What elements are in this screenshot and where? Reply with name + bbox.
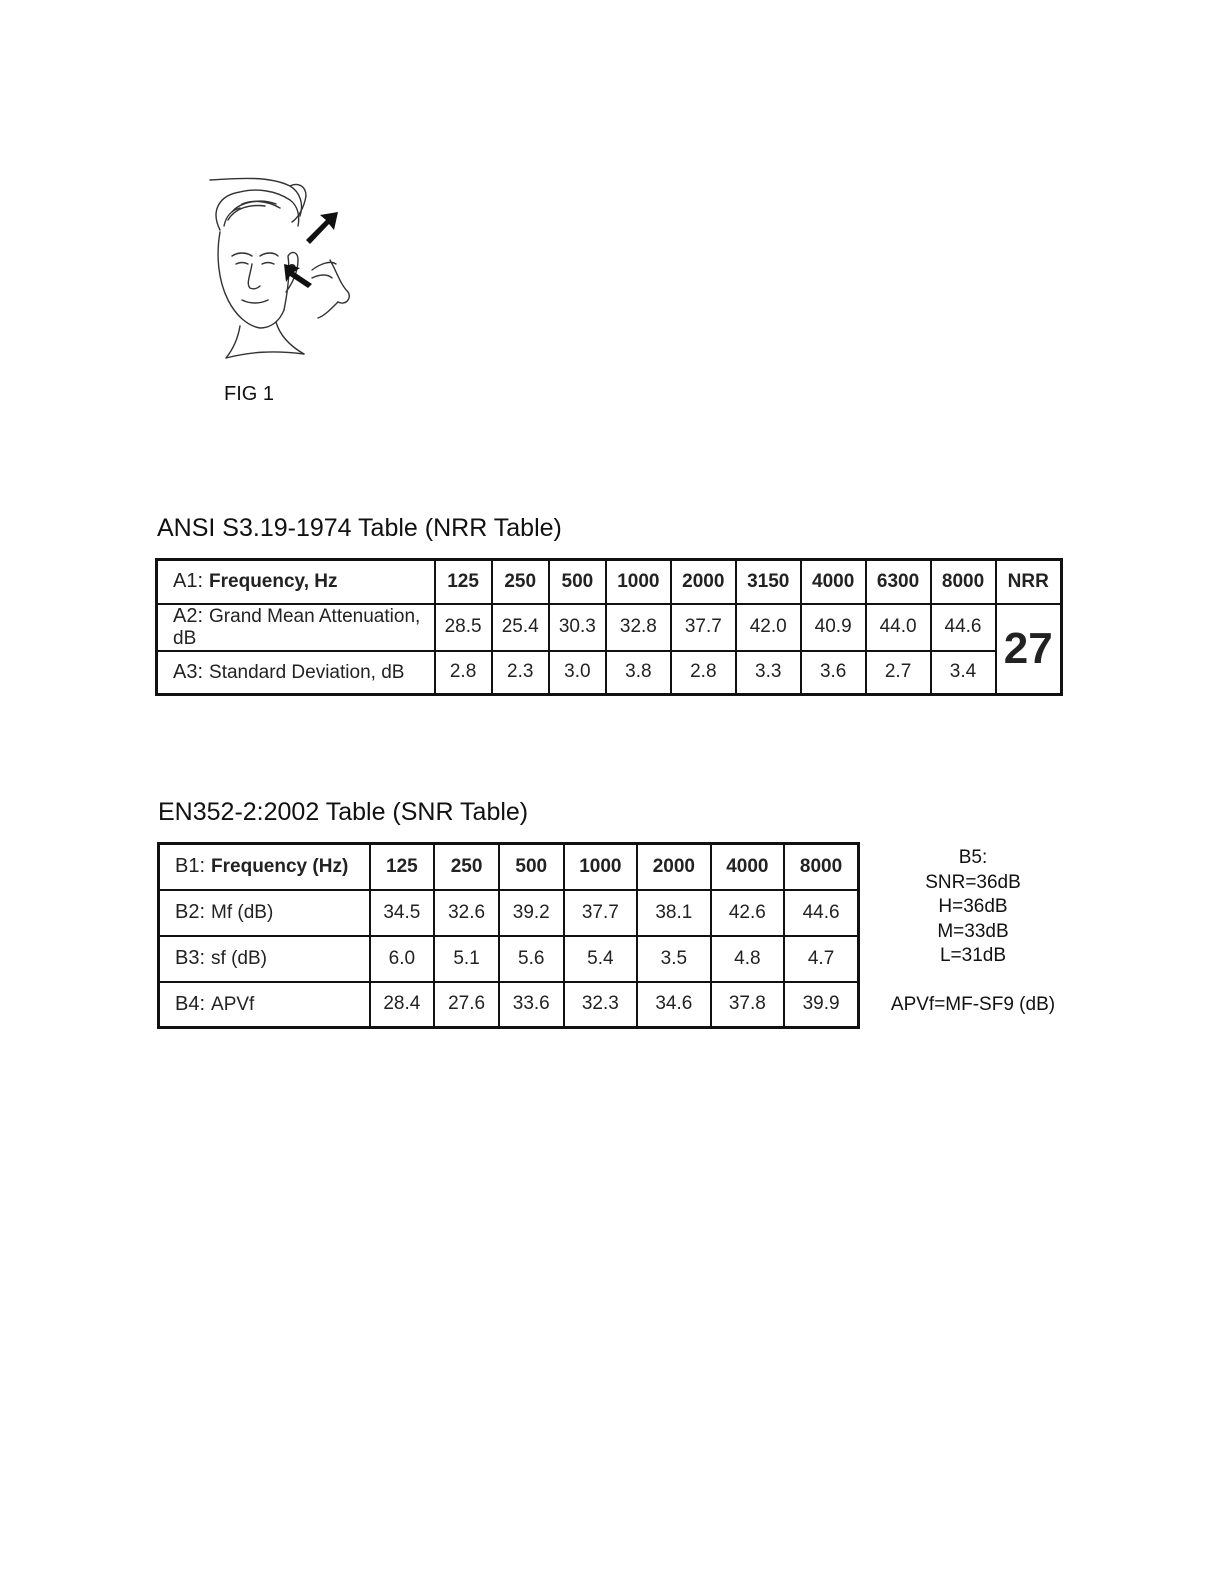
table-cell: 44.6 xyxy=(931,604,996,651)
table-cell: 250 xyxy=(434,844,499,890)
snr-table-title: EN352-2:2002 Table (SNR Table) xyxy=(158,798,529,826)
snr-value: SNR=36dB xyxy=(925,871,1021,893)
table-row xyxy=(157,560,1062,604)
table-cell: 34.5 xyxy=(370,890,435,936)
row-label xyxy=(159,936,370,982)
table-cell: 4000 xyxy=(711,844,785,890)
table-cell: 5.6 xyxy=(499,936,564,982)
nrr-table xyxy=(155,558,1063,696)
table-cell: 250 xyxy=(492,560,549,604)
l-value: L=31dB xyxy=(939,945,1007,966)
nrr-table-title: ANSI S3.19-1974 Table (NRR Table) xyxy=(157,514,562,542)
table-cell: 125 xyxy=(370,844,435,890)
table-cell: 2.7 xyxy=(866,651,931,695)
table-cell: 3.8 xyxy=(606,651,671,695)
table-cell: 4000 xyxy=(801,560,866,604)
table-cell: 34.6 xyxy=(637,982,711,1028)
table-cell: 37.7 xyxy=(671,604,736,651)
notes-heading: B5: xyxy=(958,847,988,868)
row-label xyxy=(159,982,370,1028)
table-cell: 25.4 xyxy=(492,604,549,651)
table-cell: 500 xyxy=(499,844,564,890)
figure-caption: FIG 1 xyxy=(224,383,275,405)
table-cell: 1000 xyxy=(564,844,638,890)
table-cell: 2.8 xyxy=(671,651,736,695)
h-value: H=36dB xyxy=(938,896,1008,917)
table-cell: 3.5 xyxy=(637,936,711,982)
table-cell: 38.1 xyxy=(637,890,711,936)
nrr-header-cell: NRR xyxy=(996,560,1062,604)
table-cell: 40.9 xyxy=(801,604,866,651)
table-row xyxy=(157,604,1062,651)
snr-notes xyxy=(880,846,1066,1017)
ear-plug-illustration xyxy=(180,160,365,365)
row-code: B3: xyxy=(175,947,206,969)
table-cell: 28.4 xyxy=(370,982,435,1028)
row-label-text: Frequency, Hz xyxy=(209,571,338,593)
row-code: A3: xyxy=(173,660,204,683)
table-row xyxy=(157,651,1062,695)
row-label-text: APVf xyxy=(211,993,255,1015)
row-label-text: Grand Mean Attenuation, dB xyxy=(173,605,421,649)
table-cell: 3.3 xyxy=(736,651,801,695)
table-cell: 44.6 xyxy=(784,890,858,936)
table-cell: 32.6 xyxy=(434,890,499,936)
table-cell: 1000 xyxy=(606,560,671,604)
table-cell: 37.7 xyxy=(564,890,638,936)
row-label xyxy=(157,560,435,604)
table-cell: 125 xyxy=(435,560,492,604)
table-cell: 8000 xyxy=(931,560,996,604)
nrr-value: 27 xyxy=(996,604,1062,695)
table-cell: 27.6 xyxy=(434,982,499,1028)
table-row xyxy=(159,844,859,890)
table-cell: 3150 xyxy=(736,560,801,604)
table-cell: 8000 xyxy=(784,844,858,890)
row-label-text: Standard Deviation, dB xyxy=(209,661,405,683)
table-cell: 32.8 xyxy=(606,604,671,651)
table-cell: 2000 xyxy=(637,844,711,890)
m-value: M=33dB xyxy=(937,920,1009,942)
row-label xyxy=(159,844,370,890)
notes-spacer xyxy=(880,969,1066,993)
table-cell: 6.0 xyxy=(370,936,435,982)
table-row xyxy=(159,982,859,1028)
table-cell: 2000 xyxy=(671,560,736,604)
table-cell: 2.8 xyxy=(435,651,492,695)
table-cell: 3.4 xyxy=(931,651,996,695)
row-label xyxy=(157,604,435,651)
table-cell: 39.9 xyxy=(784,982,858,1028)
table-cell: 44.0 xyxy=(866,604,931,651)
table-cell: 3.0 xyxy=(549,651,606,695)
apvf-formula: APVf=MF-SF9 (dB) xyxy=(890,993,1056,1015)
table-cell: 42.6 xyxy=(711,890,785,936)
table-cell: 42.0 xyxy=(736,604,801,651)
table-cell: 33.6 xyxy=(499,982,564,1028)
snr-table xyxy=(157,842,860,1029)
table-cell: 28.5 xyxy=(435,604,492,651)
table-cell: 3.6 xyxy=(801,651,866,695)
ear-plug-removal-icon xyxy=(180,160,365,365)
table-cell: 39.2 xyxy=(499,890,564,936)
row-code: B2: xyxy=(175,901,206,923)
table-row xyxy=(159,890,859,936)
row-label-text: Mf (dB) xyxy=(211,902,274,923)
table-row xyxy=(159,936,859,982)
table-cell: 5.4 xyxy=(564,936,638,982)
row-code: A1: xyxy=(173,570,204,593)
row-code: B1: xyxy=(175,855,206,878)
row-label-text: sf (dB) xyxy=(211,948,267,969)
table-cell: 5.1 xyxy=(434,936,499,982)
row-label xyxy=(157,651,435,695)
row-label xyxy=(159,890,370,936)
table-cell: 500 xyxy=(549,560,606,604)
table-cell: 37.8 xyxy=(711,982,785,1028)
row-code: A2: xyxy=(173,604,204,627)
table-cell: 30.3 xyxy=(549,604,606,651)
table-cell: 4.7 xyxy=(784,936,858,982)
table-cell: 6300 xyxy=(866,560,931,604)
table-cell: 4.8 xyxy=(711,936,785,982)
row-code: B4: xyxy=(175,992,206,1015)
table-cell: 32.3 xyxy=(564,982,638,1028)
table-cell: 2.3 xyxy=(492,651,549,695)
row-label-text: Frequency (Hz) xyxy=(211,856,349,878)
